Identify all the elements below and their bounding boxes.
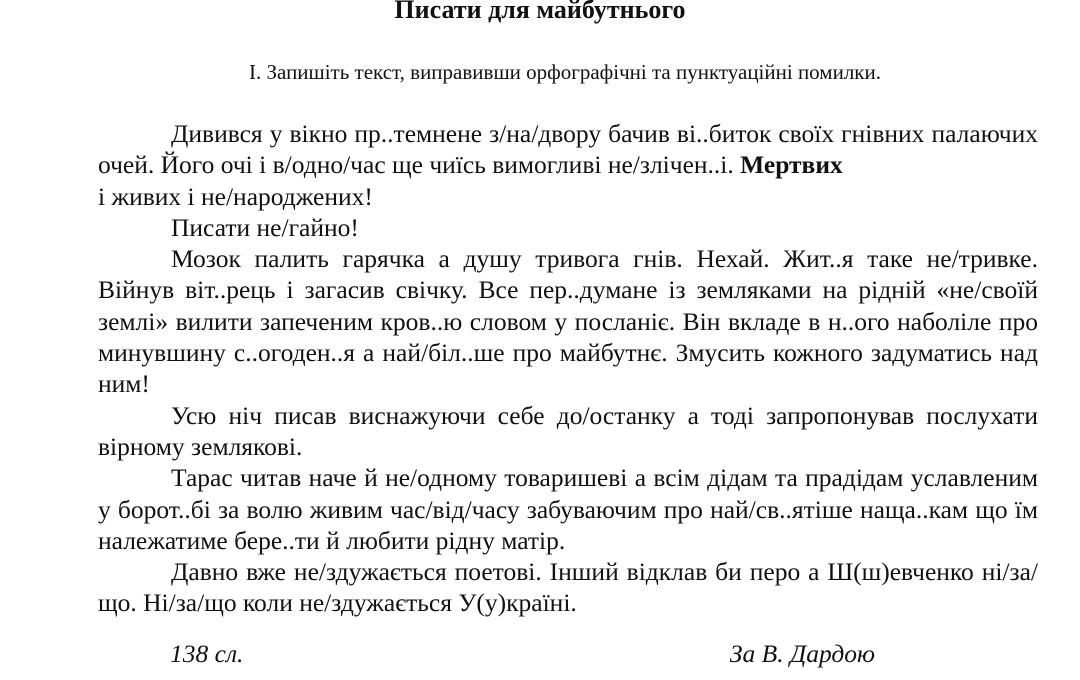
author-attribution: За В. Дардою: [729, 639, 875, 668]
word-count: 138 сл.: [170, 639, 244, 668]
paragraph-6: Давно вже не/здужається поетові. Інший відклав би перо а Ш(ш)евченко ні/за/що. Ні/за/що коли не/здужається У(у)країні.: [98, 557, 1038, 618]
document-title: Писати для майбутнього: [394, 0, 686, 24]
paragraph-1-text-a: Дивився у вікно пр..темнене з/на/двору бачив ві..биток своїх гнівних палаючих очей. Його очі і в/одно/час ще чиїсь вимогливі не/злічен..і.: [98, 119, 1038, 180]
paragraph-2: Писати не/гайно!: [171, 212, 359, 242]
paragraph-3: Мозок палить гарячка а душу тривога гнів. Нехай. Жит..я таке не/тривке. Війнув віт..рець і загасив свічку. Все пер..думане із земляками на рідній «не/своїй землі» вилити запеченим кров..ю словом у посланіє. Він вкладе в н..ого наболіле про минувшину с..огоден..я а най/біл..ше про майбутнє. Змусить кожного задуматись над ним!: [98, 244, 1038, 399]
dictation-text: [98, 118, 1038, 619]
paragraph-4: Усю ніч писав виснажуючи себе до/останку а тоді запропонував послухати вірному землякові.: [98, 400, 1038, 461]
paragraph-1-text-b: і живих і не/народжених!: [98, 181, 373, 211]
paragraph-1-bold-word: Мертвих: [740, 150, 843, 180]
task-instruction: I. Запишіть текст, виправивши орфографічні та пунктуаційні помилки.: [249, 60, 881, 84]
paragraph-1: [98, 118, 1038, 212]
paragraph-5: Тарас читав наче й не/одному товаришеві а всім дідам та прадідам уславленим у борот..бі за волю живим час/від/часу забуваючим про най/св..ятіше наща..кам що їм належатиме бере..ти й любити рідну матір.: [98, 463, 1038, 555]
